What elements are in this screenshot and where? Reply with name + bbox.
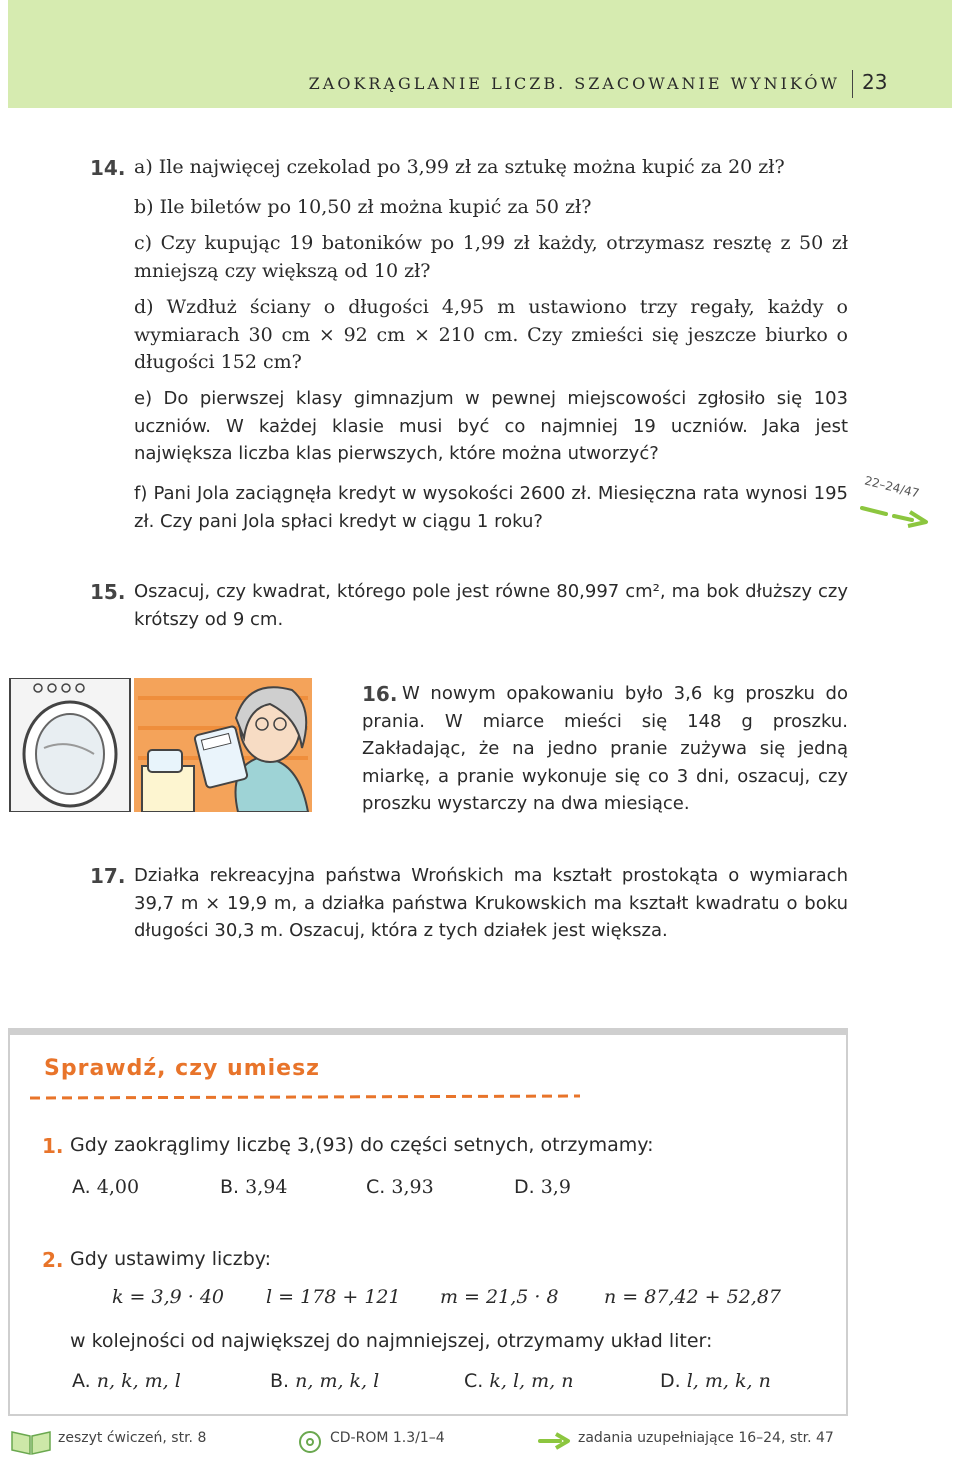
question-2-number: 2. bbox=[42, 1248, 64, 1272]
exercise-14e: e) Do pierwszej klasy gimnazjum w pewnej miejscowości zgłosiło się 103 uczniów. W każdej klasie musi być co najmniej 19 uczniów. Jaka jest największa liczba klas pierwszych, które można utworzyć? bbox=[134, 388, 848, 464]
exercise-14a: a) Ile najwięcej czekolad po 3,99 zł za sztukę można kupić za 20 zł? bbox=[134, 156, 785, 178]
question-1-answer-c: C. 3,93 bbox=[366, 1176, 434, 1198]
header-divider bbox=[852, 70, 853, 98]
question-2-answer-a: A. n, k, m, l bbox=[72, 1370, 181, 1392]
question-1-answer-d: D. 3,9 bbox=[514, 1176, 571, 1198]
exercise-16-text: W nowym opakowaniu było 3,6 kg proszku do prania. W miarce mieści się 148 g proszku. Zakładając, że na jedno pranie zużywa się jedną miarkę, a pranie wykonuje się co 3 dni, oszacuj, czy proszku wystarczy na dwa miesiące. bbox=[362, 683, 848, 814]
self-check-box bbox=[8, 1028, 848, 1416]
exercise-17-number: 17. bbox=[90, 864, 126, 888]
question-2-text: Gdy ustawimy liczby: bbox=[70, 1248, 272, 1270]
cd-icon bbox=[298, 1430, 322, 1454]
margin-reference: 22–24/47 bbox=[863, 473, 921, 501]
question-1-text: Gdy zaokrąglimy liczbę 3,(93) do części setnych, otrzymamy: bbox=[70, 1134, 654, 1156]
exercise-14f: f) Pani Jola zaciągnęła kredyt w wysokości 2600 zł. Miesięczna rata wynosi 195 zł. Czy pani Jola spłaci kredyt w ciągu 1 roku? bbox=[134, 483, 848, 532]
question-2-answer-c: C. k, l, m, n bbox=[464, 1370, 574, 1392]
footer-workbook-ref: zeszyt ćwiczeń, str. 8 bbox=[58, 1430, 207, 1446]
question-2-text-2: w kolejności od największej do najmniejszej, otrzymamy układ liter: bbox=[70, 1330, 713, 1352]
exercise-15-number: 15. bbox=[90, 580, 126, 604]
question-1-answer-a: A. 4,00 bbox=[72, 1176, 140, 1198]
workbook-icon bbox=[10, 1428, 52, 1456]
question-1-answer-b: B. 3,94 bbox=[220, 1176, 288, 1198]
question-2-answer-b: B. n, m, k, l bbox=[270, 1370, 380, 1392]
question-2-answer-d: D. l, m, k, n bbox=[660, 1370, 771, 1392]
exercise-14c: c) Czy kupując 19 batoników po 1,99 zł każdy, otrzymasz resztę z 50 zł mniejszą czy większą od 10 zł? bbox=[134, 232, 848, 282]
expression-k: k = 3,9 · 40 bbox=[112, 1286, 225, 1308]
exercise-16-number: 16. bbox=[362, 682, 398, 706]
question-1-number: 1. bbox=[42, 1134, 64, 1158]
arrow-icon bbox=[538, 1432, 572, 1450]
expression-m: m = 21,5 · 8 bbox=[440, 1286, 559, 1308]
page-number: 23 bbox=[862, 70, 888, 94]
woman-with-calculator-illustration bbox=[8, 678, 314, 812]
exercise-14-number: 14. bbox=[90, 156, 126, 180]
exercise-17-text: Działka rekreacyjna państwa Wrońskich ma kształt prostokąta o wymiarach 39,7 m × 19,9 m, a działka państwa Krukowskich ma kształt kwadratu o boku długości 30,3 m. Oszacuj, która z tych działek jest większa. bbox=[134, 865, 848, 941]
expression-n: n = 87,42 + 52,87 bbox=[604, 1286, 782, 1308]
green-arrow-icon bbox=[860, 500, 930, 530]
footer-extra-ref: zadania uzupełniające 16–24, str. 47 bbox=[578, 1430, 834, 1446]
exercise-14d: d) Wzdłuż ściany o długości 4,95 m ustawiono trzy regały, każdy o wymiarach 30 cm × 92 cm × 210 cm. Czy zmieści się jeszcze biurko o długości 152 cm? bbox=[134, 296, 848, 373]
expression-l: l = 178 + 121 bbox=[266, 1286, 401, 1308]
exercise-14b: b) Ile biletów po 10,50 zł można kupić za 50 zł? bbox=[134, 196, 592, 218]
exercise-15-text: Oszacuj, czy kwadrat, którego pole jest równe 80,997 cm², ma bok dłuższy czy krótszy od 9 cm. bbox=[134, 581, 848, 630]
dashed-divider bbox=[30, 1094, 580, 1102]
footer-cdrom-ref: CD-ROM 1.3/1–4 bbox=[330, 1430, 445, 1446]
self-check-title: Sprawdź, czy umiesz bbox=[44, 1056, 320, 1081]
chapter-title: ZAOKRĄGLANIE LICZB. SZACOWANIE WYNIKÓW bbox=[308, 74, 840, 93]
